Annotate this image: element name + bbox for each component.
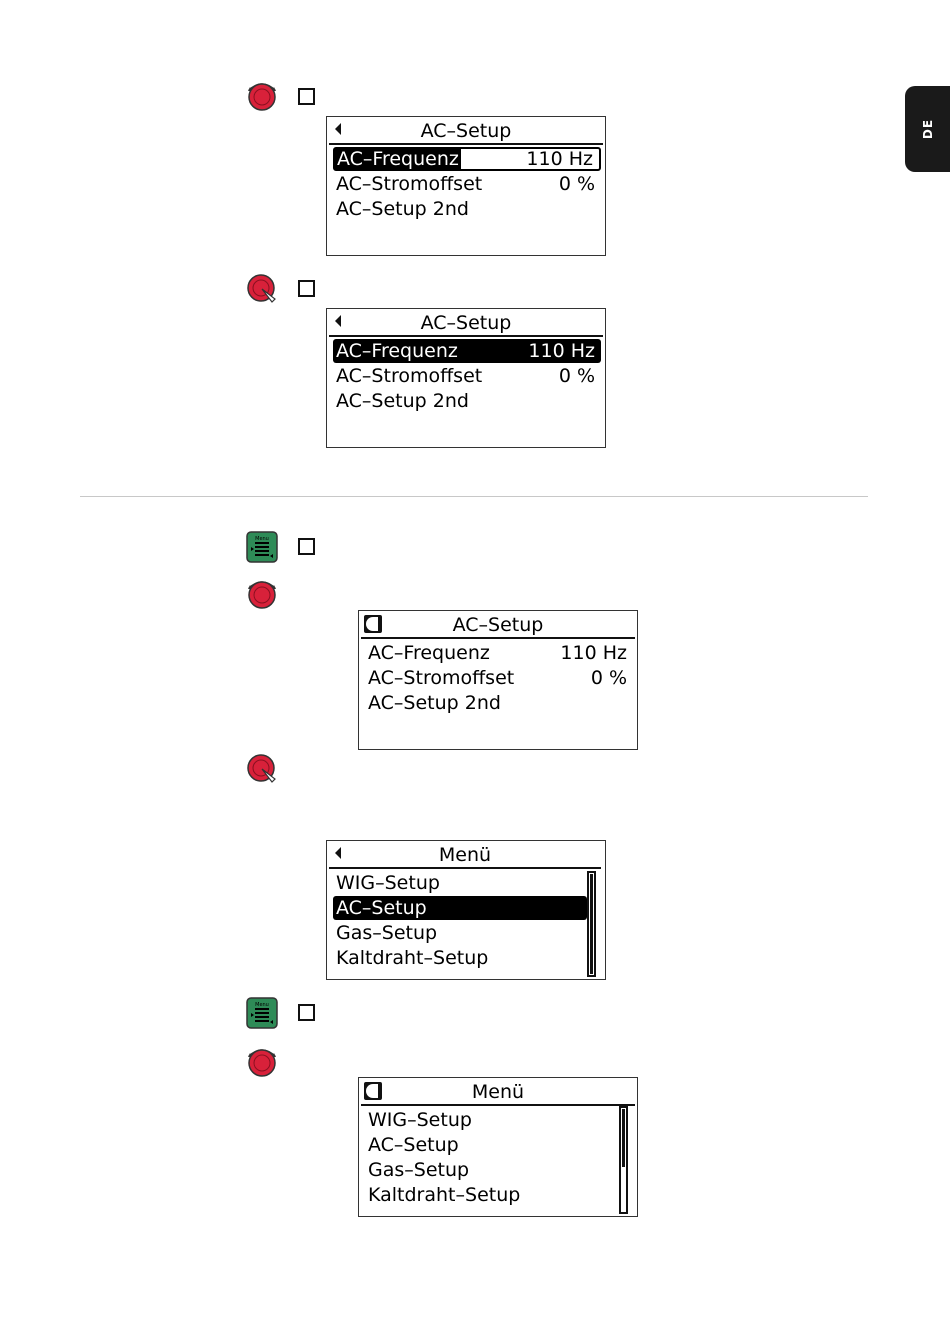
lcd-title: AC–Setup xyxy=(420,120,512,142)
row-label: Gas–Setup xyxy=(368,1159,470,1181)
section-divider xyxy=(80,496,868,497)
row-label: AC–Stromoffset xyxy=(336,365,483,387)
lcd-title-bar xyxy=(329,843,601,869)
menu-row xyxy=(333,147,601,171)
scrollbar-thumb xyxy=(622,1109,625,1167)
row-value: 0 % xyxy=(590,667,627,689)
row-label: AC–Frequenz xyxy=(337,148,459,170)
menu-row xyxy=(333,389,601,413)
step-checkbox[interactable] xyxy=(298,1004,315,1021)
row-label: Gas–Setup xyxy=(336,922,438,944)
lcd-title: Menü xyxy=(471,1081,525,1103)
scrollbar xyxy=(587,871,596,977)
knob-turn-icon xyxy=(245,576,279,610)
row-label: AC–Setup xyxy=(368,1134,459,1156)
knob-turn-icon xyxy=(245,1044,279,1078)
language-tab xyxy=(905,86,950,172)
row-value: 0 % xyxy=(558,365,595,387)
lcd-display xyxy=(358,610,638,750)
menu-row xyxy=(365,691,633,715)
step-checkbox[interactable] xyxy=(298,280,315,297)
row-label: WIG–Setup xyxy=(336,872,440,894)
lcd-display xyxy=(326,840,606,980)
lcd-title: AC–Setup xyxy=(420,312,512,334)
lcd-title: Menü xyxy=(438,844,492,866)
menu-row xyxy=(333,871,587,895)
row-label: Kaltdraht–Setup xyxy=(368,1184,521,1206)
row-label: WIG–Setup xyxy=(368,1109,472,1131)
row-label: AC–Stromoffset xyxy=(336,173,483,195)
language-tab-label: DE xyxy=(920,118,935,140)
menu-row xyxy=(333,921,587,945)
menu-row xyxy=(333,339,601,363)
menu-button-icon xyxy=(245,996,279,1030)
step-checkbox[interactable] xyxy=(298,88,315,105)
row-label: AC–Stromoffset xyxy=(368,667,515,689)
scrollbar-thumb xyxy=(590,874,593,974)
row-value: 0 % xyxy=(558,173,595,195)
menu-row xyxy=(333,364,601,388)
menu-row xyxy=(365,666,633,690)
menu-button-label: Menu xyxy=(255,1002,269,1008)
menu-row xyxy=(333,172,601,196)
lcd-title-bar xyxy=(361,1080,635,1106)
lcd-title-bar xyxy=(329,311,603,337)
menu-row xyxy=(365,1108,619,1132)
menu-button-label: Menu xyxy=(255,536,269,542)
step-checkbox[interactable] xyxy=(298,538,315,555)
lcd-title-bar xyxy=(329,119,603,145)
row-label: AC–Frequenz xyxy=(368,642,490,664)
lcd-display xyxy=(326,308,606,448)
menu-row xyxy=(365,1183,619,1207)
lcd-display xyxy=(326,116,606,256)
row-value: 110 Hz xyxy=(560,642,627,664)
row-value: 110 Hz xyxy=(528,340,595,362)
menu-row xyxy=(365,1158,619,1182)
menu-button-icon xyxy=(245,530,279,564)
lcd-display xyxy=(358,1077,638,1217)
menu-row xyxy=(333,197,601,221)
row-label: Kaltdraht–Setup xyxy=(336,947,489,969)
knob-press-icon xyxy=(245,752,279,786)
menu-row xyxy=(365,641,633,665)
row-label: AC–Frequenz xyxy=(336,340,458,362)
menu-row xyxy=(333,896,587,920)
row-label: AC–Setup xyxy=(336,897,427,919)
menu-row xyxy=(365,1133,619,1157)
row-label: AC–Setup 2nd xyxy=(336,198,469,220)
knob-turn-icon xyxy=(245,78,279,112)
lcd-title-bar xyxy=(361,613,635,639)
row-label: AC–Setup 2nd xyxy=(336,390,469,412)
lcd-title: AC–Setup xyxy=(452,614,544,636)
knob-press-icon xyxy=(245,272,279,306)
menu-row xyxy=(333,946,587,970)
row-value: 110 Hz xyxy=(526,148,593,170)
scrollbar xyxy=(619,1106,628,1214)
row-label: AC–Setup 2nd xyxy=(368,692,501,714)
